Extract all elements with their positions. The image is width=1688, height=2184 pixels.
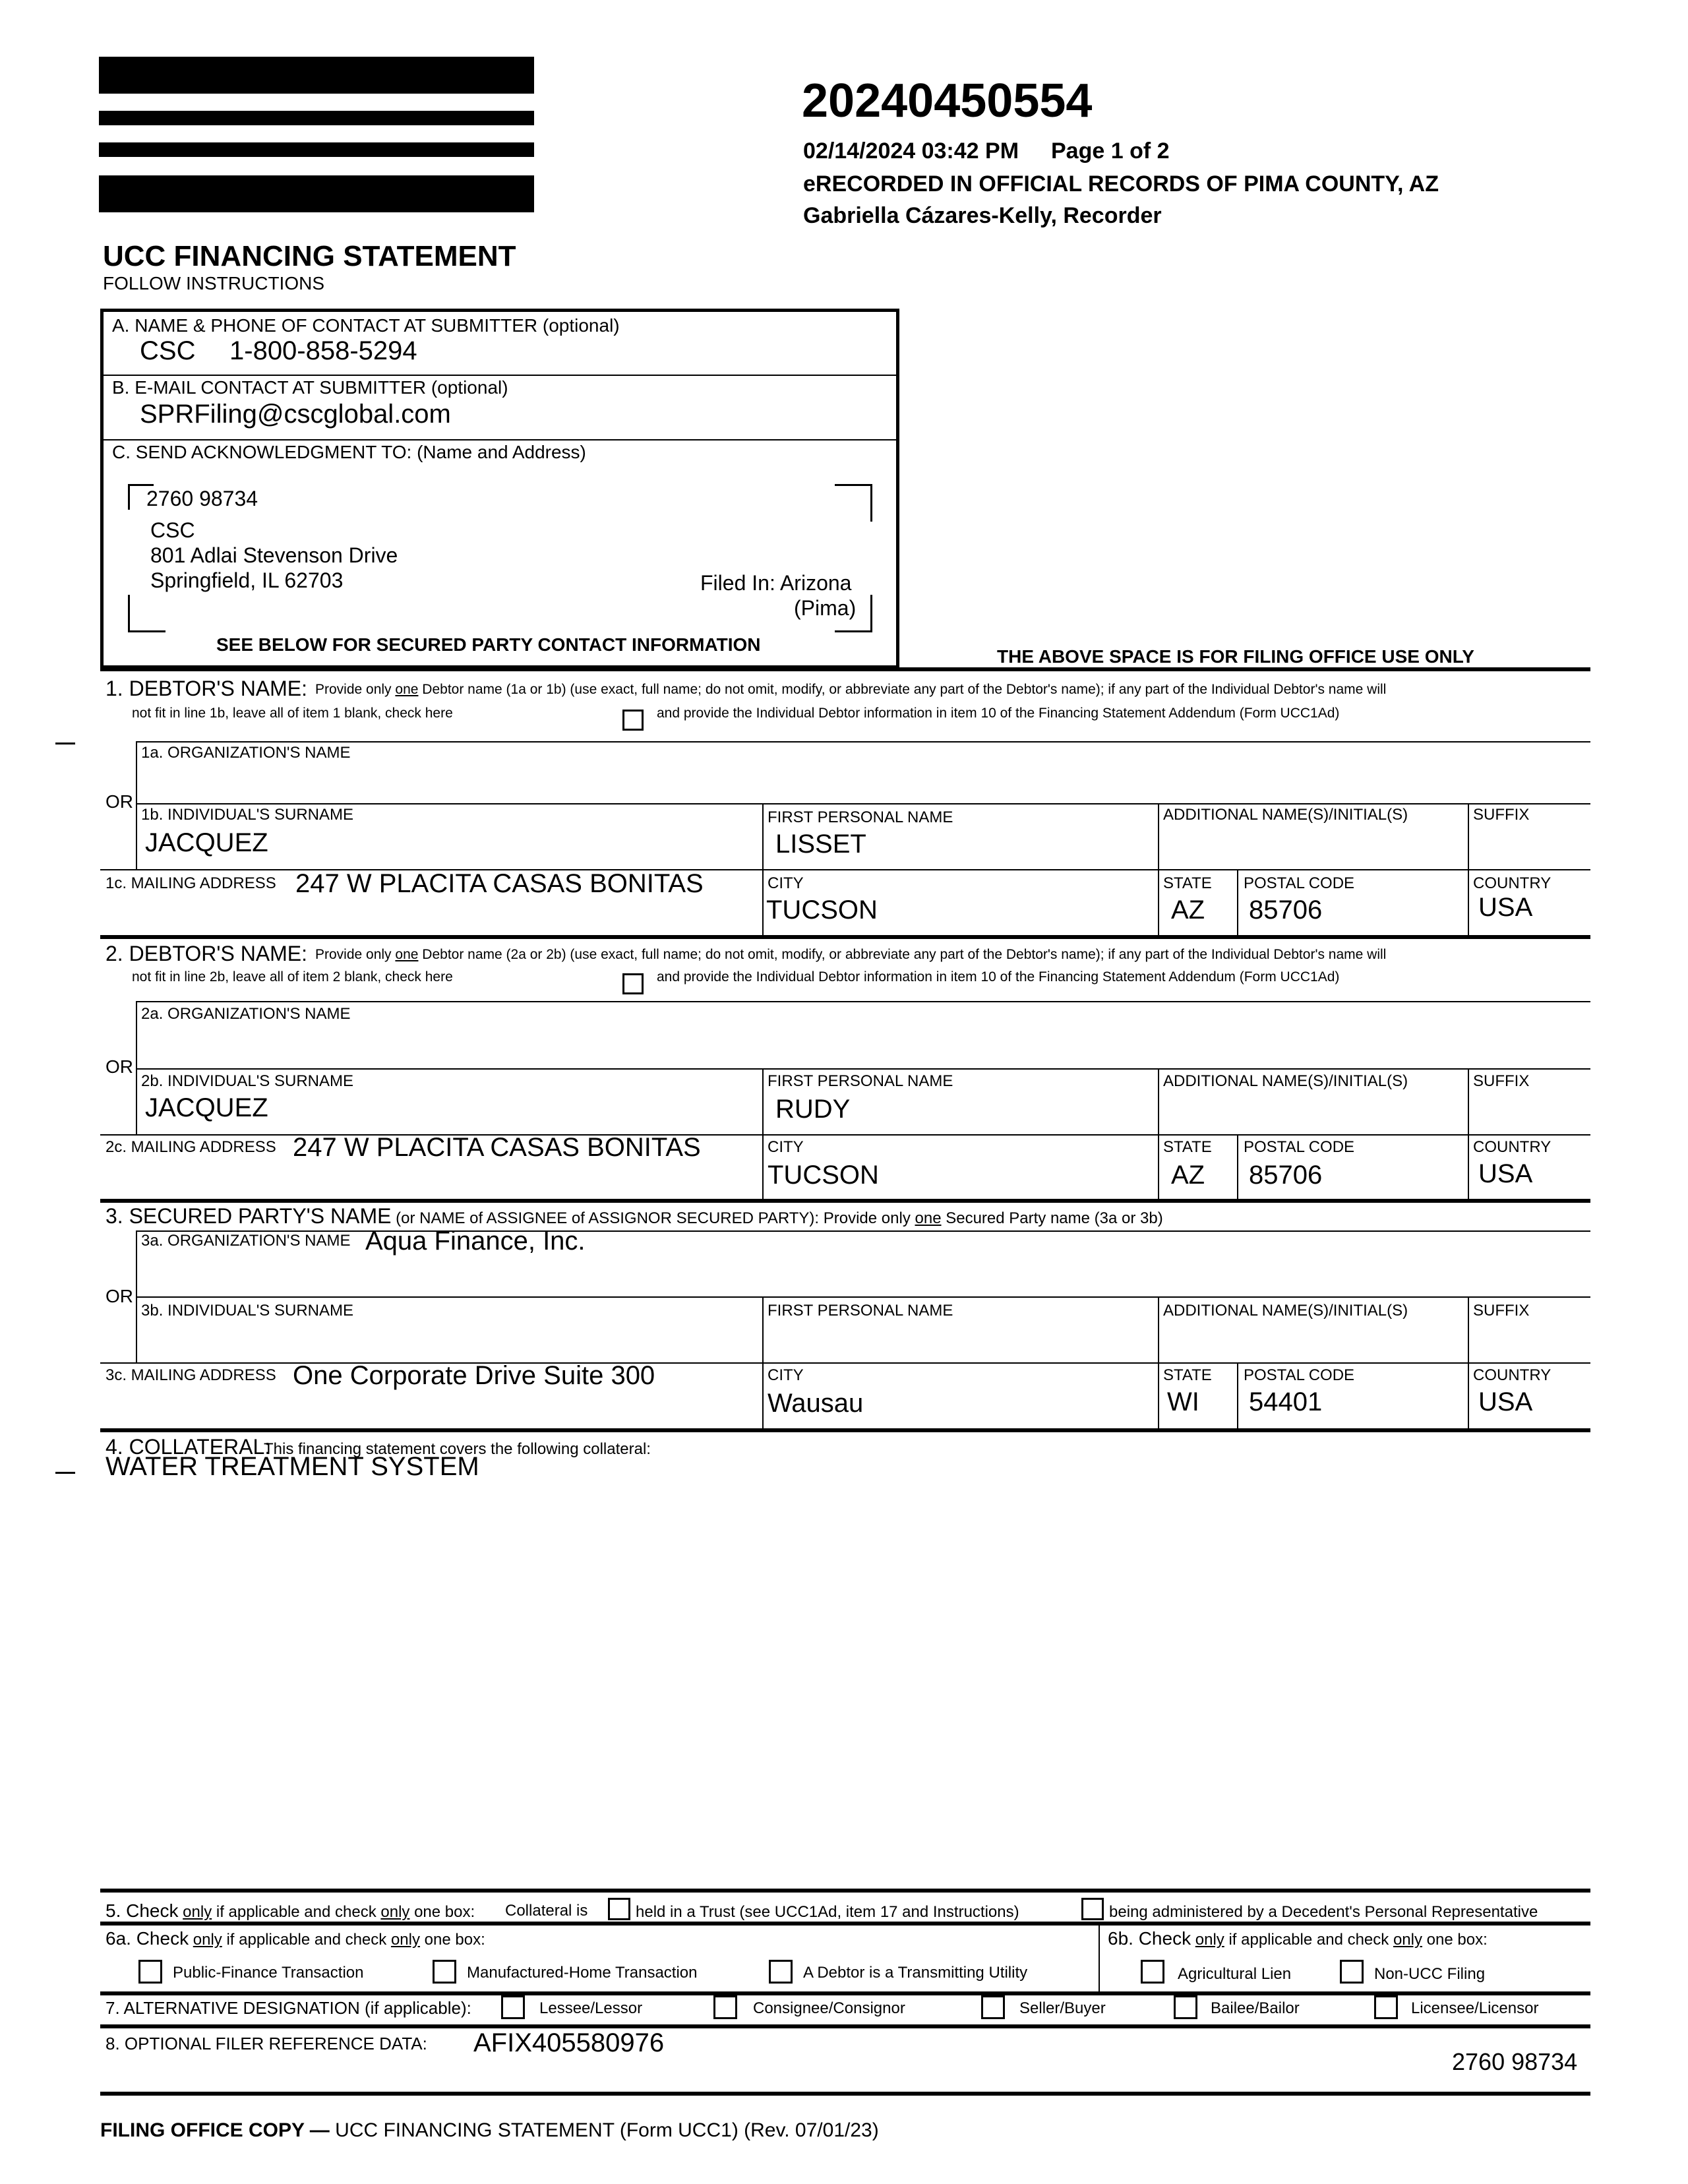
lessee-checkbox[interactable] xyxy=(501,1995,525,2019)
divider xyxy=(136,1296,1590,1298)
consignee-checkbox[interactable] xyxy=(713,1995,737,2019)
section-divider xyxy=(100,1922,1590,1926)
secured-postal-label: POSTAL CODE xyxy=(1244,1366,1355,1384)
debtor1-surname: JACQUEZ xyxy=(145,828,268,857)
item6b-only: only xyxy=(1195,1931,1224,1949)
decedent-checkbox[interactable] xyxy=(1081,1898,1104,1920)
instr-text: Provide only xyxy=(315,682,392,697)
section-divider xyxy=(100,1889,1590,1893)
instr-text: Debtor name (1a or 1b) (use exact, full name; do not omit, modify, or abbreviate any part of the Debtor's name); if any part of the Individual Debtor's name will xyxy=(422,682,1387,697)
secured-state: WI xyxy=(1167,1387,1199,1416)
divider xyxy=(1099,1924,1100,1993)
item6b-only: only xyxy=(1393,1931,1422,1949)
footer-bold: FILING OFFICE COPY — xyxy=(100,2119,330,2141)
section-divider xyxy=(100,935,1590,939)
manufactured-home-checkbox[interactable] xyxy=(433,1960,456,1984)
item5-label xyxy=(106,1900,475,1922)
header-bar-2 xyxy=(99,111,534,125)
secured-org-label: 3a. ORGANIZATION'S NAME xyxy=(141,1232,351,1250)
secured-mail: One Corporate Drive Suite 300 xyxy=(293,1361,655,1390)
non-ucc-label: Non-UCC Filing xyxy=(1374,1965,1486,1983)
trust-checkbox[interactable] xyxy=(608,1898,630,1920)
debtor2-postal: 85706 xyxy=(1249,1161,1323,1190)
secured-first-label: FIRST PERSONAL NAME xyxy=(768,1302,953,1320)
submitter-name: CSC xyxy=(140,336,196,365)
debtor1-state: AZ xyxy=(1171,895,1205,925)
ack-line-2: CSC xyxy=(150,518,195,542)
debtor1-instructions-3: and provide the Individual Debtor information in item 10 of the Financing Statement Addendum (Form UCC1Ad) xyxy=(657,706,1340,721)
acknowledgment-label: C. SEND ACKNOWLEDGMENT TO: (Name and Address) xyxy=(112,442,586,462)
debtor1-instructions xyxy=(315,682,1386,698)
footer-line xyxy=(100,2119,879,2142)
transmitting-utility-checkbox[interactable] xyxy=(769,1960,793,1984)
divider xyxy=(136,1001,1590,1002)
secured-heading xyxy=(106,1204,1163,1228)
debtor1-additional-label: ADDITIONAL NAME(S)/INITIAL(S) xyxy=(1163,806,1408,824)
instr-text: Debtor name (2a or 2b) (use exact, full name; do not omit, modify, or abbreviate any part of the Debtor's name); if any part of the Individual Debtor's name will xyxy=(422,947,1387,962)
divider xyxy=(136,803,137,869)
secured-country: USA xyxy=(1478,1387,1533,1416)
item8-value: AFIX405580976 xyxy=(473,2028,665,2057)
recording-date: 02/14/2024 03:42 PM xyxy=(803,138,1019,164)
item6b-text: 6b. Check xyxy=(1108,1928,1191,1949)
secured-additional-label: ADDITIONAL NAME(S)/INITIAL(S) xyxy=(1163,1302,1408,1320)
trust-label: held in a Trust (see UCC1Ad, item 17 and Instructions) xyxy=(636,1903,1019,1921)
instr-text: Provide only xyxy=(315,947,392,962)
agricultural-lien-checkbox[interactable] xyxy=(1141,1960,1164,1984)
item6a-only: only xyxy=(193,1931,222,1949)
secured-heading-one: one xyxy=(915,1209,942,1227)
divider xyxy=(102,375,897,376)
debtor2-mail: 247 W PLACITA CASAS BONITAS xyxy=(293,1133,701,1162)
secured-country-label: COUNTRY xyxy=(1473,1366,1552,1384)
debtor1-postal: 85706 xyxy=(1249,895,1323,925)
bailee-checkbox[interactable] xyxy=(1174,1995,1197,2019)
debtor1-postal-label: POSTAL CODE xyxy=(1244,874,1355,892)
lessee-label: Lessee/Lessor xyxy=(539,1999,643,2017)
secured-state-label: STATE xyxy=(1163,1366,1212,1384)
secured-heading-main: 3. SECURED PARTY'S NAME xyxy=(106,1204,392,1228)
secured-org: Aqua Finance, Inc. xyxy=(365,1227,586,1256)
divider xyxy=(136,1068,137,1134)
secured-postal: 54401 xyxy=(1249,1387,1323,1416)
or-label: OR xyxy=(106,1056,133,1077)
debtor2-city-label: CITY xyxy=(768,1138,804,1156)
secured-surname-label: 3b. INDIVIDUAL'S SURNAME xyxy=(141,1302,353,1320)
licensee-checkbox[interactable] xyxy=(1374,1995,1398,2019)
debtor1-surname-label: 1b. INDIVIDUAL'S SURNAME xyxy=(141,806,353,824)
instr-one: one xyxy=(395,682,419,697)
ack-line-1: 2760 98734 xyxy=(146,487,258,510)
divider xyxy=(136,741,137,803)
section-divider xyxy=(100,1428,1590,1432)
debtor2-instructions-2: not fit in line 2b, leave all of item 2 blank, check here xyxy=(132,969,453,985)
item5-text: one box: xyxy=(414,1903,475,1921)
divider xyxy=(1237,869,1238,936)
collateral-is-label: Collateral is xyxy=(505,1902,588,1920)
item7-label: 7. ALTERNATIVE DESIGNATION (if applicable): xyxy=(106,1998,471,2018)
debtor2-suffix-label: SUFFIX xyxy=(1473,1072,1530,1090)
secured-suffix-label: SUFFIX xyxy=(1473,1302,1530,1320)
section-divider xyxy=(100,667,1590,671)
item6b-text: if applicable and check xyxy=(1228,1931,1389,1949)
section-divider xyxy=(100,2092,1590,2096)
collateral-text: WATER TREATMENT SYSTEM xyxy=(106,1452,479,1481)
debtor1-first-label: FIRST PERSONAL NAME xyxy=(768,808,953,826)
item6a-text: if applicable and check xyxy=(226,1931,387,1949)
manufactured-home-label: Manufactured-Home Transaction xyxy=(467,1964,698,1982)
item6a-only: only xyxy=(390,1931,420,1949)
or-label: OR xyxy=(106,791,133,812)
collateral-subheading: This financing statement covers the following collateral: xyxy=(264,1440,651,1458)
divider xyxy=(136,803,1590,804)
submitter-phone: 1-800-858-5294 xyxy=(229,336,417,365)
debtor2-instructions-3: and provide the Individual Debtor information in item 10 of the Financing Statement Addendum (Form UCC1Ad) xyxy=(657,969,1340,985)
divider xyxy=(136,1001,137,1068)
debtor2-state: AZ xyxy=(1171,1161,1205,1190)
item5-only: only xyxy=(183,1903,212,1921)
item8-label: 8. OPTIONAL FILER REFERENCE DATA: xyxy=(106,2034,427,2053)
debtor1-country: USA xyxy=(1478,893,1533,922)
secured-mail-label: 3c. MAILING ADDRESS xyxy=(106,1366,276,1384)
filed-county: (Pima) xyxy=(794,596,857,620)
page-count: Page 1 of 2 xyxy=(1051,138,1170,164)
debtor2-city: TUCSON xyxy=(768,1161,879,1190)
follow-instructions: FOLLOW INSTRUCTIONS xyxy=(103,273,325,293)
consignee-label: Consignee/Consignor xyxy=(753,1999,905,2017)
recorder-line: Gabriella Cázares-Kelly, Recorder xyxy=(803,203,1162,228)
secured-heading-sub2: Secured Party name (3a or 3b) xyxy=(946,1209,1163,1227)
form-title: UCC FINANCING STATEMENT xyxy=(103,240,516,272)
agricultural-lien-label: Agricultural Lien xyxy=(1178,1965,1292,1983)
secured-heading-sub: (or NAME of ASSIGNEE of ASSIGNOR SECURED PARTY): Provide only xyxy=(396,1209,911,1227)
debtor2-org-label: 2a. ORGANIZATION'S NAME xyxy=(141,1005,351,1023)
debtor2-first-label: FIRST PERSONAL NAME xyxy=(768,1072,953,1090)
debtor1-country-label: COUNTRY xyxy=(1473,874,1552,892)
debtor2-heading: 2. DEBTOR'S NAME: xyxy=(106,942,308,965)
item5-only: only xyxy=(380,1903,410,1921)
divider xyxy=(1237,1134,1238,1200)
decedent-label: being administered by a Decedent's Personal Representative xyxy=(1109,1903,1538,1921)
debtor1-mail-label: 1c. MAILING ADDRESS xyxy=(106,874,276,892)
transmitting-utility-label: A Debtor is a Transmitting Utility xyxy=(803,1964,1028,1982)
debtor1-city: TUCSON xyxy=(766,895,878,925)
debtor1-suffix-label: SUFFIX xyxy=(1473,806,1530,824)
divider xyxy=(136,1230,137,1296)
filing-office-note: THE ABOVE SPACE IS FOR FILING OFFICE USE ONLY xyxy=(997,646,1474,667)
submitter-email-label: B. E-MAIL CONTACT AT SUBMITTER (optional) xyxy=(112,377,508,398)
divider xyxy=(136,1068,1590,1070)
item6b-text: one box: xyxy=(1426,1931,1488,1949)
debtor2-instructions xyxy=(315,947,1386,963)
divider xyxy=(102,439,897,440)
debtor2-surname: JACQUEZ xyxy=(145,1093,268,1122)
secured-city-label: CITY xyxy=(768,1366,804,1384)
submitter-name-label: A. NAME & PHONE OF CONTACT AT SUBMITTER (optional) xyxy=(112,315,620,336)
ack-line-4: Springfield, IL 62703 xyxy=(150,568,344,592)
bracket-corner xyxy=(128,595,166,632)
item6a-text: 6a. Check xyxy=(106,1928,189,1949)
debtor1-mail: 247 W PLACITA CASAS BONITAS xyxy=(295,869,704,898)
section-divider xyxy=(100,1199,1590,1203)
debtor2-country: USA xyxy=(1478,1159,1533,1188)
recorded-line: eRECORDED IN OFFICIAL RECORDS OF PIMA COUNTY, AZ xyxy=(803,171,1439,197)
debtor1-first: LISSET xyxy=(775,830,866,859)
bracket-corner xyxy=(835,484,872,522)
licensee-label: Licensee/Licensor xyxy=(1411,1999,1539,2017)
debtor2-postal-label: POSTAL CODE xyxy=(1244,1138,1355,1156)
debtor1-org-label: 1a. ORGANIZATION'S NAME xyxy=(141,744,351,762)
debtor2-country-label: COUNTRY xyxy=(1473,1138,1552,1156)
debtor2-first: RUDY xyxy=(775,1095,851,1124)
public-finance-label: Public-Finance Transaction xyxy=(173,1964,364,1982)
secured-city: Wausau xyxy=(768,1389,864,1418)
divider xyxy=(1237,1362,1238,1428)
debtor2-surname-label: 2b. INDIVIDUAL'S SURNAME xyxy=(141,1072,353,1090)
public-finance-checkbox[interactable] xyxy=(138,1960,162,1984)
item6a-text: one box: xyxy=(424,1931,485,1949)
submitter-email: SPRFiling@cscglobal.com xyxy=(140,400,451,429)
debtor1-instructions-2: not fit in line 1b, leave all of item 1 blank, check here xyxy=(132,706,453,721)
filed-in: Filed In: Arizona xyxy=(700,571,852,595)
debtor1-city-label: CITY xyxy=(768,874,804,892)
debtor2-state-label: STATE xyxy=(1163,1138,1212,1156)
debtor1-overflow-checkbox[interactable] xyxy=(622,710,644,731)
debtor2-overflow-checkbox[interactable] xyxy=(622,973,644,994)
debtor2-additional-label: ADDITIONAL NAME(S)/INITIAL(S) xyxy=(1163,1072,1408,1090)
item6b-label xyxy=(1108,1928,1488,1949)
item5-text: 5. Check xyxy=(106,1900,179,1921)
debtor2-mail-label: 2c. MAILING ADDRESS xyxy=(106,1138,276,1156)
seller-checkbox[interactable] xyxy=(981,1995,1005,2019)
header-bar-4 xyxy=(99,175,534,212)
dash-mark xyxy=(55,1472,75,1474)
debtor1-heading: 1. DEBTOR'S NAME: xyxy=(106,677,308,700)
divider xyxy=(136,741,1590,743)
header-bar-1 xyxy=(99,57,534,94)
item6a-label xyxy=(106,1928,485,1949)
item5-text: if applicable and check xyxy=(216,1903,377,1921)
divider xyxy=(136,1230,1590,1232)
header-bar-3 xyxy=(99,142,534,157)
document-number: 20240450554 xyxy=(802,75,1093,127)
section-divider xyxy=(100,1991,1590,1995)
collateral-heading: 4. COLLATERAL: xyxy=(106,1435,271,1459)
footer-rest: UCC FINANCING STATEMENT (Form UCC1) (Rev. 07/01/23) xyxy=(335,2119,879,2141)
non-ucc-checkbox[interactable] xyxy=(1340,1960,1364,1984)
ack-line-3: 801 Adlai Stevenson Drive xyxy=(150,543,398,567)
bailee-label: Bailee/Bailor xyxy=(1211,1999,1300,2017)
debtor1-state-label: STATE xyxy=(1163,874,1212,892)
see-below-note: SEE BELOW FOR SECURED PARTY CONTACT INFORMATION xyxy=(216,634,761,655)
dash-mark xyxy=(55,743,75,744)
or-label: OR xyxy=(106,1286,133,1306)
section-divider xyxy=(100,2024,1590,2028)
divider xyxy=(136,1296,137,1362)
item8-ref: 2760 98734 xyxy=(1452,2048,1578,2075)
seller-label: Seller/Buyer xyxy=(1019,1999,1106,2017)
instr-one: one xyxy=(395,947,419,962)
